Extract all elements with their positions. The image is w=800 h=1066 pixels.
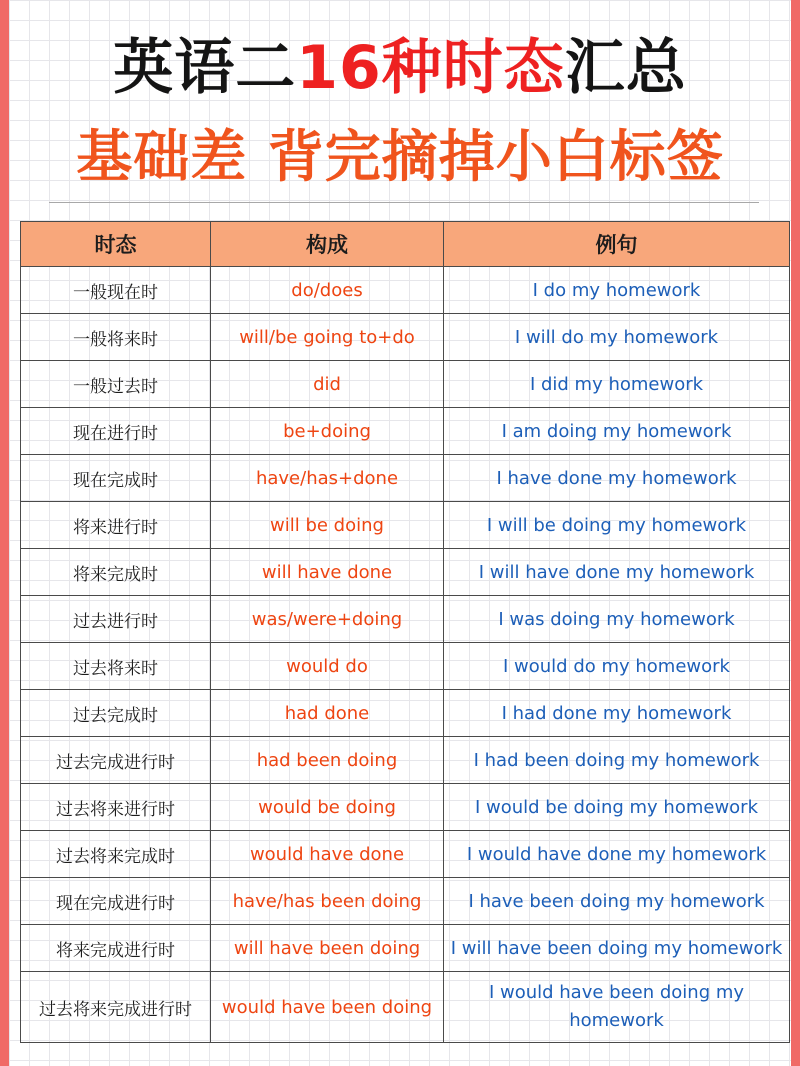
tense-cell: 过去将来时 — [21, 643, 211, 690]
form-cell: be+doing — [211, 408, 444, 455]
form-cell: will have been doing — [211, 925, 444, 972]
page-subtitle: 基础差 背完摘掉小白标签 — [76, 125, 724, 190]
table-row — [21, 502, 790, 549]
tense-cell: 将来完成时 — [21, 549, 211, 596]
example-cell: I do my homework — [444, 267, 790, 314]
example-cell: I will have been doing my homework — [444, 925, 790, 972]
table-row — [21, 972, 790, 1043]
table-row — [21, 361, 790, 408]
table-row — [21, 596, 790, 643]
title-highlight: 16种时态 — [296, 33, 565, 103]
tense-cell: 现在进行时 — [21, 408, 211, 455]
form-cell: had been doing — [211, 737, 444, 784]
example-cell: I have been doing my homework — [444, 878, 790, 925]
example-cell: I had done my homework — [444, 690, 790, 737]
table-row — [21, 831, 790, 878]
poster-card — [9, 0, 791, 1066]
form-cell: will/be going to+do — [211, 314, 444, 361]
table-row — [21, 784, 790, 831]
example-cell: I have done my homework — [444, 455, 790, 502]
tense-cell: 一般现在时 — [21, 267, 211, 314]
tense-cell: 现在完成进行时 — [21, 878, 211, 925]
page-title — [9, 28, 791, 108]
form-cell: would have been doing — [211, 972, 444, 1043]
table-row — [21, 690, 790, 737]
form-cell: have/has been doing — [211, 878, 444, 925]
table-row — [21, 549, 790, 596]
table-row — [21, 878, 790, 925]
table-row — [21, 408, 790, 455]
form-cell: do/does — [211, 267, 444, 314]
example-cell: I did my homework — [444, 361, 790, 408]
tense-table — [20, 221, 790, 1043]
example-cell: I would do my homework — [444, 643, 790, 690]
table-header-row — [21, 222, 790, 267]
tense-cell: 将来完成进行时 — [21, 925, 211, 972]
example-cell: I will have done my homework — [444, 549, 790, 596]
table-row — [21, 737, 790, 784]
example-cell: I would be doing my homework — [444, 784, 790, 831]
form-cell: have/has+done — [211, 455, 444, 502]
form-cell: would have done — [211, 831, 444, 878]
table-row — [21, 314, 790, 361]
example-cell: I would have been doing my homework — [444, 972, 790, 1043]
tense-cell: 过去将来完成时 — [21, 831, 211, 878]
form-cell: would do — [211, 643, 444, 690]
example-cell: I had been doing my homework — [444, 737, 790, 784]
example-cell: I would have done my homework — [444, 831, 790, 878]
table-row — [21, 643, 790, 690]
tense-cell: 过去完成时 — [21, 690, 211, 737]
form-cell: had done — [211, 690, 444, 737]
tense-cell: 过去进行时 — [21, 596, 211, 643]
tense-cell: 过去完成进行时 — [21, 737, 211, 784]
table-row — [21, 455, 790, 502]
header-form: 构成 — [211, 222, 444, 267]
title-divider — [49, 202, 759, 203]
form-cell: would be doing — [211, 784, 444, 831]
header-tense: 时态 — [21, 222, 211, 267]
tense-cell: 将来进行时 — [21, 502, 211, 549]
example-cell: I am doing my homework — [444, 408, 790, 455]
tense-cell: 现在完成时 — [21, 455, 211, 502]
tense-cell: 过去将来进行时 — [21, 784, 211, 831]
table-row — [21, 925, 790, 972]
form-cell: did — [211, 361, 444, 408]
tense-cell: 过去将来完成进行时 — [21, 972, 211, 1043]
tense-cell: 一般过去时 — [21, 361, 211, 408]
example-cell: I will do my homework — [444, 314, 790, 361]
title-part-2: 汇总 — [564, 33, 687, 103]
form-cell: was/were+doing — [211, 596, 444, 643]
tense-cell: 一般将来时 — [21, 314, 211, 361]
form-cell: will have done — [211, 549, 444, 596]
header-example: 例句 — [444, 222, 790, 267]
example-cell: I will be doing my homework — [444, 502, 790, 549]
example-cell: I was doing my homework — [444, 596, 790, 643]
table-row — [21, 267, 790, 314]
title-part-1: 英语二 — [113, 33, 297, 103]
form-cell: will be doing — [211, 502, 444, 549]
